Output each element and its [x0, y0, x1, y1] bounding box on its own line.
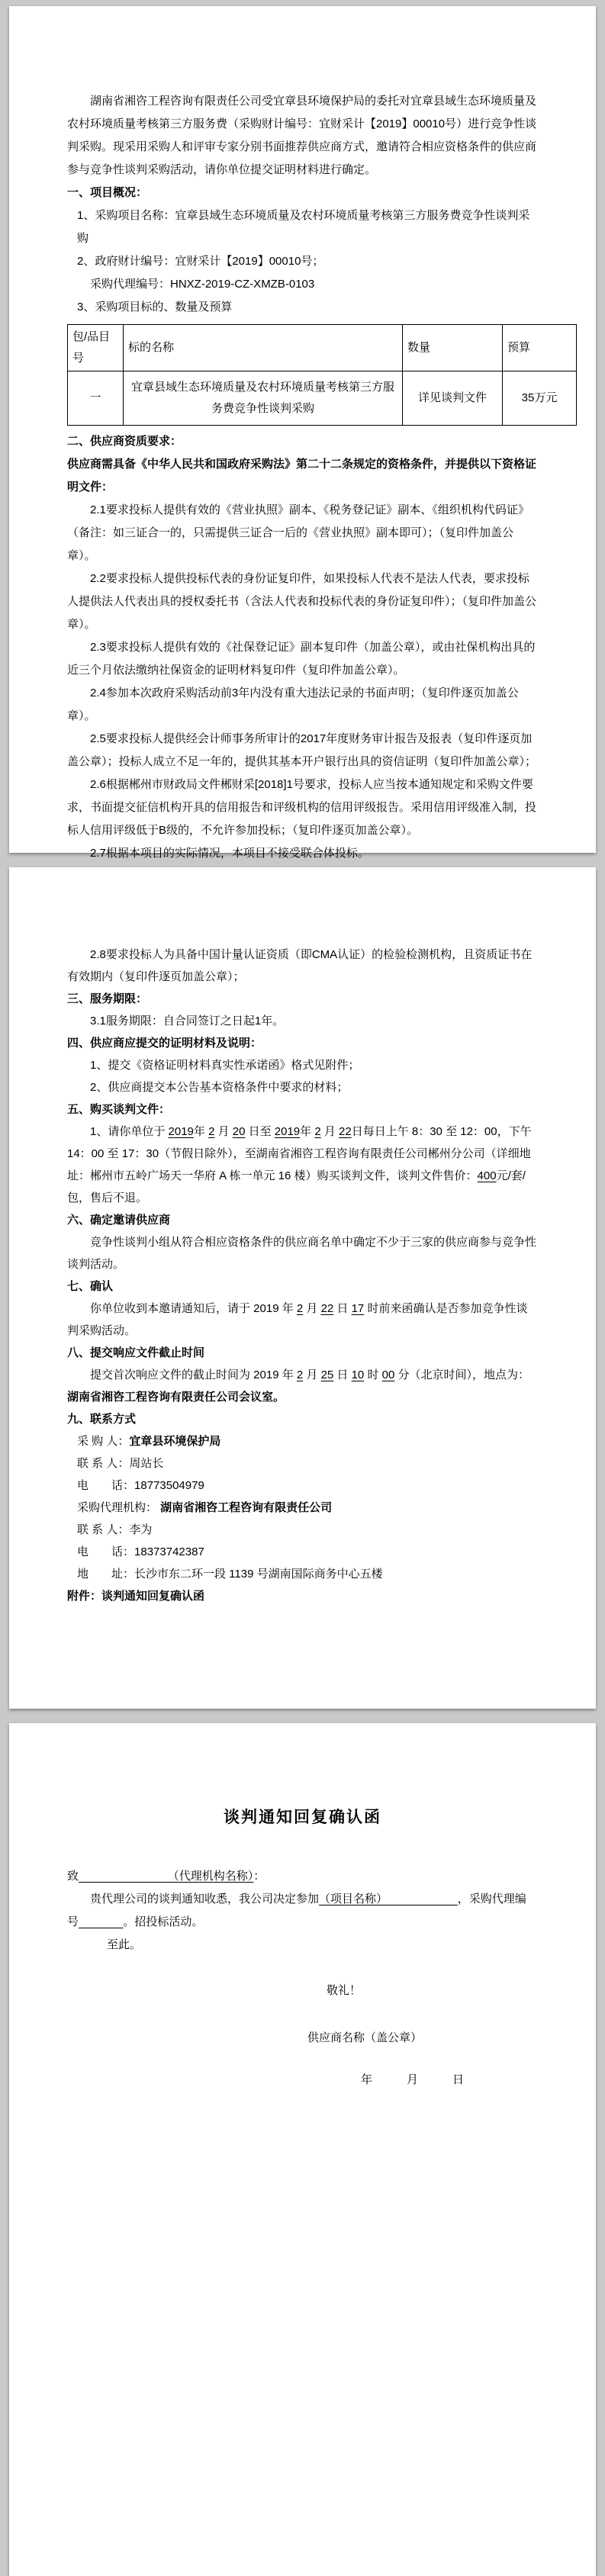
section2-item-2-4: 2.4参加本次政府采购活动前3年内没有重大违法记录的书面声明；（复印件逐页加盖公章）。: [67, 687, 519, 722]
procurement-table: [67, 324, 577, 426]
contact-purchaser: [67, 1430, 538, 1452]
contact-purchaser-label: 采 购 人：: [77, 1435, 130, 1448]
contact-address-label: 地 址：: [77, 1568, 135, 1581]
attachment-line: 附件：谈判通知回复确认函: [67, 1590, 205, 1603]
section2-item-2-6: 2.6根据郴州市财政局文件郴财采[2018]1号要求，投标人应当按本通知规定和采购文件要求，书面提交征信机构开具的信用报告和评级机构的信用评级报告。采用信用评级准入制，投标人信用评级低于B级的，不允许参加投标；（复印件逐页加盖公章）。: [67, 778, 537, 837]
intro-paragraph: 湖南省湘咨工程咨询有限责任公司受宜章县环境保护局的委托对宜章县域生态环境质量及农村环境质量考核第三方服务费（采购财计编号：宜财采计【2019】00010号）进行竞争性谈判采购。现采用采购人和评审专家分别书面推荐供应商方式，邀请符合相应资格条件的供应商参与竞争性谈判采购活动，请你单位提交证明材料进行确定。: [67, 95, 537, 176]
contact-phone-1-value: 18773504979: [134, 1479, 204, 1492]
section9-heading: 九、联系方式: [67, 1413, 137, 1426]
section4-heading: 四、供应商应提交的证明材料及说明：: [67, 1037, 262, 1050]
page-3: [9, 1723, 596, 2576]
table-header-package: 包/品目号: [68, 325, 124, 371]
contact-person-1-label: 联 系 人：: [77, 1457, 130, 1470]
section2-item-2-8: 2.8要求投标人为具备中国计量认证资质（即CMA认证）的检验检测机构，且资质证书在有效期内（复印件逐页加盖公章）；: [67, 948, 533, 983]
section2-item-2-1: 2.1要求投标人提供有效的《营业执照》副本、《税务登记证》副本、《组织机构代码证》（备注：如三证合一的，只需提供三证合一后的《营业执照》副本即可）；（复印件加盖公章）。: [67, 503, 529, 562]
section2-item-2-3: 2.3要求投标人提供有效的《社保登记证》副本复印件（加盖公章），或由社保机构出具的近三个月依法缴纳社保资金的证明材料复印件（复印件加盖公章）。: [67, 641, 536, 677]
section6-body: 竞争性谈判小组从符合相应资格条件的供应商名单中确定不少于三家的供应商参与竞争性谈判活动。: [67, 1236, 537, 1271]
table-header-row: [68, 325, 577, 371]
contact-person-2: [67, 1519, 538, 1541]
contact-person-2-label: 联 系 人：: [77, 1523, 130, 1536]
contact-agency-label: 采购代理机构：: [77, 1501, 161, 1514]
section6-heading: 六、确定邀请供应商: [67, 1214, 171, 1227]
section8-heading: 八、提交响应文件截止时间: [67, 1346, 205, 1359]
contact-agency-value: 湖南省湘咨工程咨询有限责任公司: [160, 1501, 333, 1514]
contact-purchaser-value: 宜章县环境保护局: [129, 1435, 221, 1448]
contact-agency: [67, 1497, 538, 1519]
section2-lead: 供应商需具备《中华人民共和国政府采购法》第二十二条规定的资格条件，并提供以下资格证明文件：: [67, 458, 537, 494]
page-2: [9, 867, 596, 1709]
letter-body: 贵代理公司的谈判通知收悉，我公司决定参加（项目名称） ，采购代理编号 。招投标活动。: [67, 1893, 526, 1928]
letter-closing: 至此。: [107, 1938, 142, 1951]
section8-body: 提交首次响应文件的截止时间为 2019 年 2 月 25 日 10 时 00 分（北京时间），地点为：湖南省湘咨工程咨询有限责任公司会议室。: [67, 1368, 529, 1404]
contact-phone-2: [67, 1541, 538, 1563]
section5-body: 1、请你单位于 2019年 2 月 20 日至 2019年 2 月 22日每日上午 8：30 至 12：00，下午 14：00 至 17：30（节假日除外），至湖南省湘咨工程咨询有限责任公司郴州分公司（详细地址：郴州市五岭广场天一华府 A 栋一单元 16 楼）购买谈判文件，谈判文件售价：400元/套/包，售后不退。: [67, 1125, 532, 1204]
table-header-budget: 预算: [503, 325, 577, 371]
section2-item-2-5: 2.5要求投标人提供经会计师事务所审计的2017年度财务审计报告及报表（复印件逐页加盖公章）；投标人成立不足一年的，提供其基本开户银行出具的资信证明（复印件加盖公章）；: [67, 732, 537, 768]
section1-item3: 3、采购项目标的、数量及预算: [77, 301, 233, 314]
section2-heading: 二、供应商资质要求：: [67, 435, 182, 448]
table-header-name: 标的名称: [124, 325, 403, 371]
section4-item1: 1、提交《资格证明材料真实性承诺函》格式见附件；: [90, 1059, 360, 1072]
section1-heading: 一、项目概况：: [67, 186, 148, 199]
contact-phone-1-label: 电 话：: [77, 1479, 135, 1492]
letter-salute: 敬礼！: [327, 1984, 362, 1997]
section1-item1: 1、采购项目名称：宜章县域生态环境质量及农村环境质量考核第三方服务费竞争性谈判采购: [77, 209, 530, 245]
table-cell-qty: 详见谈判文件: [403, 371, 503, 426]
section2-item-2-2: 2.2要求投标人提供投标代表的身份证复印件，如果投标人代表不是法人代表，要求投标人提供法人代表出具的授权委托书（含法人代表和投标代表的身份证复印件）；（复印件加盖公章）。: [67, 572, 537, 631]
section3-heading: 三、服务期限：: [67, 992, 148, 1005]
letter-title: 谈判通知回复确认函: [224, 1809, 381, 1826]
page-1: [9, 6, 596, 860]
table-row: [68, 371, 577, 426]
contact-person-2-value: 李为: [129, 1523, 153, 1536]
table-cell-name: 宜章县域生态环境质量及农村环境质量考核第三方服务费竞争性谈判采购: [124, 371, 403, 426]
table-cell-package: 一: [68, 371, 124, 426]
contact-phone-2-value: 18373742387: [134, 1545, 204, 1558]
contact-address-value: 长沙市东二环一段 1139 号湖南国际商务中心五楼: [134, 1568, 383, 1581]
section7-heading: 七、确认: [67, 1280, 114, 1293]
section2-item-2-7: 2.7根据本项目的实际情况，本项目不接受联合体投标。: [90, 847, 369, 860]
section1-item2b: 采购代理编号：HNXZ-2019-CZ-XMZB-0103: [90, 278, 315, 291]
section3-item: 3.1服务期限：自合同签订之日起1年。: [90, 1015, 285, 1028]
table-cell-budget: 35万元: [503, 371, 577, 426]
letter-date-line: 年 月 日: [361, 2073, 465, 2086]
letter-signature-line: 供应商名称（盖公章）: [307, 2031, 423, 2044]
contact-person-1: [67, 1452, 538, 1475]
contact-person-1-value: 周站长: [129, 1457, 164, 1470]
section7-body: 你单位收到本邀请通知后，请于 2019 年 2 月 22 日 17 时前来函确认是否参加竞争性谈判采购活动。: [67, 1302, 528, 1337]
contact-address: [67, 1563, 538, 1585]
letter-to-line: 致 （代理机构名称）：: [67, 1870, 265, 1883]
table-header-qty: 数量: [403, 325, 503, 371]
contact-phone-2-label: 电 话：: [77, 1545, 135, 1558]
contact-phone-1: [67, 1475, 538, 1497]
section1-item2: 2、政府财计编号：宜财采计【2019】00010号；: [77, 255, 324, 268]
section5-heading: 五、购买谈判文件：: [67, 1103, 171, 1116]
section4-item2: 2、供应商提交本公告基本资格条件中要求的材料；: [90, 1081, 349, 1094]
